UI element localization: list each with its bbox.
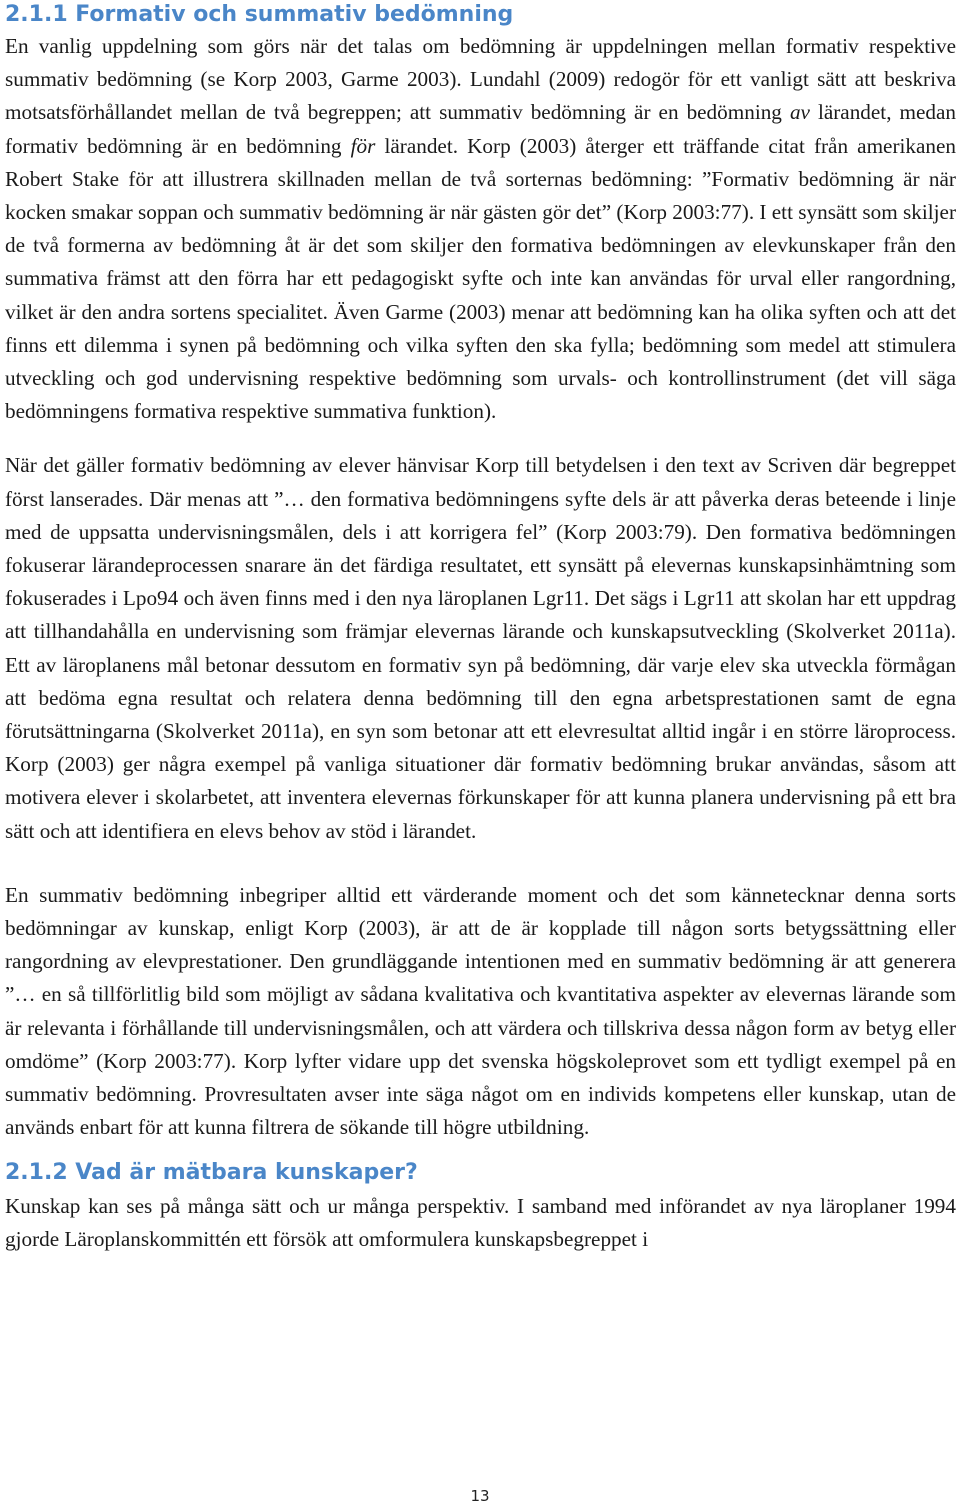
paragraph-text: lärandet, medan formativ bedömning är en bedömning [5,100,956,158]
emphasis-for: för [350,133,376,158]
paragraph-text: En vanlig uppdelning som görs när det talas om bedömning är uppdelningen mellan formativ respektive summativ bedömning (se Korp 2003, Garme 2003). Lundahl (2009) redogör för ett vanligt sätt att beskriva motsatsförhållandet mellan de två begreppen; att summativ bedömning är en bedömning [5,34,956,125]
section-heading-matbara-kunskaper: 2.1.2 Vad är mätbara kunskaper? [5,1159,418,1185]
paragraph-text: lärandet. Korp (2003) återger ett träffande citat från amerikanen Robert Stake för att illustrera skillnaden mellan de två sorternas bedömning: ”Formativ bedömning är när kocken smakar soppan och summativ bedömning är när gästen gör det” (Korp 2003:77). I ett synsätt som skiljer de två formerna av bedömning åt är det som skiljer den formativa bedömningen av elevkunskaper från den summativa främst att den förra har ett pedagogiskt syfte och inte kan användas för urval eller rangordning, vilket är den andra sortens specialitet. Även Garme (2003) menar att bedömning kan ha olika syften och att det finns ett dilemma i synen på bedömning och vilka syften den ska fylla; bedömning som medel att stimulera utveckling och god undervisning respektive bedömning som urvals- och kontrollinstrument (det vill säga bedömningens formativa respektive summativa funktion). [5,133,956,424]
section-heading-formativ-summativ: 2.1.1 Formativ och summativ bedömning [5,2,514,27]
paragraph-summativ-bedomning: En summativ bedömning inbegriper alltid ett värderande moment och det som kännetecknar denna sorts bedömningar av kunskap, enligt Korp (2003), är att de är kopplade till någon sorts betygssättning eller rangordning av elevprestationer. Den grundläggande intentionen med en summativ bedömning är att generera ”… en så tillförlitlig bild som möjligt av sådana kvalitativa och kvantitativa aspekter av elevernas lärande som är relevanta i förhållande till undervisningsmålen, och att värdera och tillskriva dessa någon form av betyg eller omdöme” (Korp 2003:77). Korp lyfter vidare upp det svenska högskoleprovet som ett tydligt exempel på en summativ bedömning. Provresultaten avser inte säga något om en individs kompetens eller kunskap, utan de används enbart för att kunna filtrera de sökande till högre utbildning. [5,882,956,1140]
paragraph-formativ-summativ-intro [5,30,956,428]
emphasis-av: av [789,100,810,125]
paragraph-formativ-bedomning: När det gäller formativ bedömning av elever hänvisar Korp till betydelsen i den text av Scriven där begreppet först lanserades. Där menas att ”… den formativa bedömningens syfte dels är att påverka deras beteende i linje med de uppsatta undervisningsmålen, dels i att korrigera fel” (Korp 2003:79). Den formativa bedömningen fokuserar lärandeprocessen snarare än det färdiga resultatet, ett synsätt på elevernas kunskapsinhämtning som fokuserades i Lpo94 och även finns med i den nya läroplanen Lgr11. Det sägs i Lgr11 att skolan har ett uppdrag att tillhandahålla en undervisning som främjar elevernas lärande och kunskapsutveckling (Skolverket 2011a). Ett av läroplanens mål betonar dessutom en formativ syn på bedömning, där varje elev ska utveckla förmågan att bedöma egna resultat och relatera denna bedömning till den egna arbetsprestationen samt de egna förutsättningarna (Skolverket 2011a), en syn som betonar att ett elevresultat alltid ingår i en större läroprocess. Korp (2003) ger några exempel på vanliga situationer där formativ bedömning brukar användas, såsom att motivera elever i skolarbetet, att inventera elevernas förkunskaper för att kunna planera undervisning på ett bra sätt och att identifiera en elevs behov av stöd i lärandet. [5,453,956,843]
paragraph-kunskap: Kunskap kan ses på många sätt och ur många perspektiv. I samband med införandet av nya läroplaner 1994 gjorde Läroplanskommittén ett försök att omformulera kunskapsbegreppet i [5,1193,956,1251]
page-number: 13 [470,1487,490,1505]
